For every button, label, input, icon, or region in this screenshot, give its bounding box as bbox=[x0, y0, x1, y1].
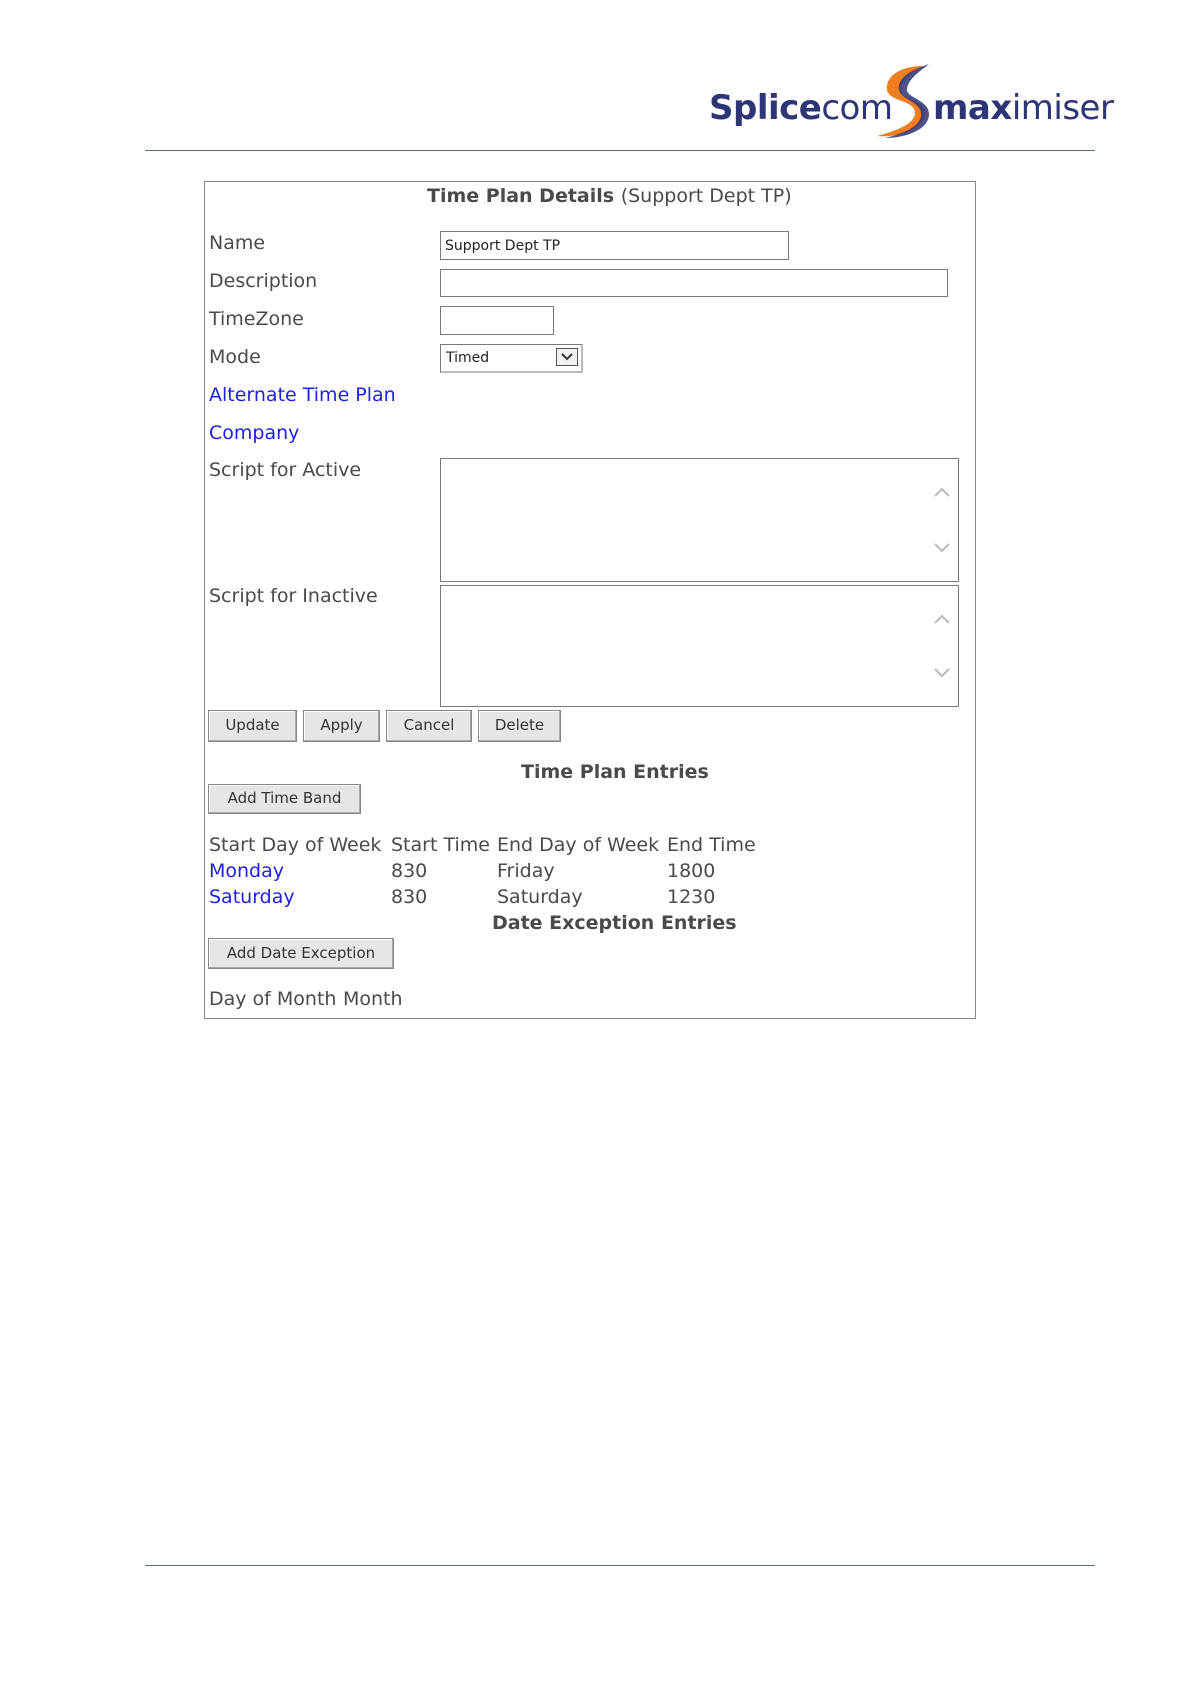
scroll-up-icon[interactable] bbox=[932, 612, 952, 626]
timezone-label: TimeZone bbox=[209, 308, 304, 330]
time-plan-details-panel bbox=[204, 181, 976, 1019]
row-monday-end-time: 1800 bbox=[667, 860, 716, 882]
col-start-time: Start Time bbox=[391, 834, 490, 856]
chevron-down-icon[interactable] bbox=[556, 348, 578, 366]
script-inactive-textarea[interactable] bbox=[440, 585, 959, 707]
row-monday-end-day: Friday bbox=[497, 860, 555, 882]
col-month: Month bbox=[343, 988, 403, 1010]
script-active-textarea[interactable] bbox=[440, 458, 959, 582]
col-day-of-month: Day of Month bbox=[209, 988, 337, 1010]
company-link[interactable]: Company bbox=[209, 422, 300, 444]
apply-button[interactable]: Apply bbox=[303, 710, 380, 742]
header-rule bbox=[145, 150, 1095, 151]
scroll-down-icon[interactable] bbox=[932, 666, 952, 680]
col-end-time: End Time bbox=[667, 834, 756, 856]
splicecom-maximiser-logo bbox=[709, 62, 1114, 140]
name-input[interactable] bbox=[440, 231, 789, 260]
col-start-day: Start Day of Week bbox=[209, 834, 382, 856]
script-inactive-label: Script for Inactive bbox=[209, 585, 378, 607]
name-label: Name bbox=[209, 232, 266, 254]
date-exception-entries-heading: Date Exception Entries bbox=[492, 912, 737, 934]
logo-splicecom: Splicecom bbox=[709, 88, 893, 128]
timezone-input[interactable] bbox=[440, 306, 554, 335]
add-date-exception-button[interactable]: Add Date Exception bbox=[208, 938, 394, 969]
update-button[interactable]: Update bbox=[208, 710, 297, 742]
cancel-button[interactable]: Cancel bbox=[386, 710, 472, 742]
row-saturday-start-day-link[interactable]: Saturday bbox=[209, 886, 295, 908]
mode-label: Mode bbox=[209, 346, 261, 368]
mode-select[interactable] bbox=[440, 344, 583, 373]
delete-button[interactable]: Delete bbox=[478, 710, 561, 742]
scroll-down-icon[interactable] bbox=[932, 541, 952, 555]
scroll-up-icon[interactable] bbox=[932, 485, 952, 499]
footer-rule bbox=[145, 1565, 1095, 1566]
row-saturday-end-time: 1230 bbox=[667, 886, 716, 908]
row-saturday-end-day: Saturday bbox=[497, 886, 583, 908]
row-monday-start-time: 830 bbox=[391, 860, 428, 882]
description-label: Description bbox=[209, 270, 318, 292]
script-active-label: Script for Active bbox=[209, 459, 362, 481]
alternate-time-plan-link[interactable]: Alternate Time Plan bbox=[209, 384, 396, 406]
description-input[interactable] bbox=[440, 269, 948, 297]
panel-title: Time Plan Details (Support Dept TP) bbox=[427, 185, 792, 207]
col-end-day: End Day of Week bbox=[497, 834, 660, 856]
row-saturday-start-time: 830 bbox=[391, 886, 428, 908]
add-time-band-button[interactable]: Add Time Band bbox=[208, 784, 361, 814]
row-monday-start-day-link[interactable]: Monday bbox=[209, 860, 285, 882]
mode-selected-value: Timed bbox=[446, 350, 490, 366]
time-plan-entries-heading: Time Plan Entries bbox=[521, 761, 709, 783]
logo-swoosh-icon bbox=[871, 62, 935, 140]
logo-maximiser: maximiser bbox=[933, 88, 1114, 128]
